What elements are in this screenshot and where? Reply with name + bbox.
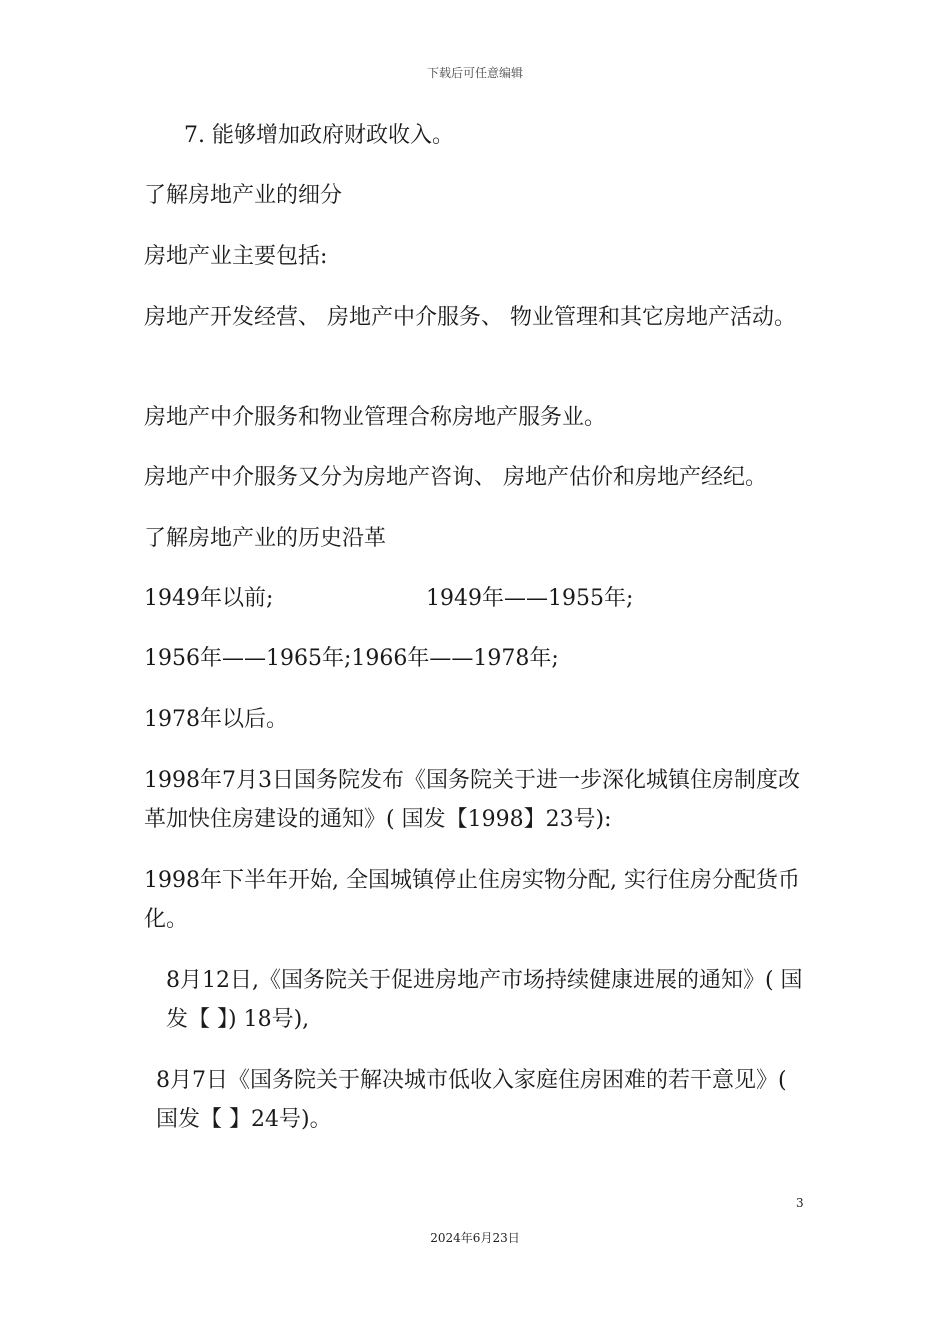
page-number: 3 [796, 1196, 804, 1210]
paragraph-service-industry: 房地产中介服务和物业管理合称房地产服务业。 [144, 405, 607, 430]
section-heading-history: 了解房地产业的历史沿革 [144, 526, 387, 551]
footer-date: 2024年6月23日 [430, 1231, 520, 1245]
paragraph-aug-7-opinion: 8月7日《国务院关于解决城市低收入家庭住房困难的若干意见》( 国发【 】24号)。 [156, 1068, 794, 1132]
paragraph-1998-monetization: 1998年下半年开始, 全国城镇停止住房实物分配, 实行住房分配货币化。 [144, 868, 800, 932]
period-1956-1978: 1956年——1965年;1966年——1978年; [144, 646, 559, 671]
paragraph-item-7: 7. 能够增加政府财政收入。 [184, 123, 454, 148]
paragraph-industry-list: 房地产开发经营、 房地产中介服务、 物业管理和其它房地产活动。 [144, 305, 796, 330]
paragraph-aug-12-notice: 8月12日,《国务院关于促进房地产市场持续健康进展的通知》( 国发【 】) 18号), [166, 968, 803, 1032]
period-after-1978: 1978年以后。 [144, 707, 288, 732]
page-header: 下载后可任意编辑 [426, 66, 523, 80]
paragraph-main-includes: 房地产业主要包括: [144, 244, 328, 269]
period-1949-1955: 1949年——1955年; [426, 586, 634, 611]
section-heading-subdivision: 了解房地产业的细分 [144, 183, 343, 208]
period-before-1949: 1949年以前; [144, 586, 274, 611]
paragraph-1998-notice: 1998年7月3日国务院发布《国务院关于进一步深化城镇住房制度改革加快住房建设的通知》( 国发【1998】23号): [144, 768, 800, 832]
paragraph-intermediary-types: 房地产中介服务又分为房地产咨询、 房地产估价和房地产经纪。 [144, 465, 767, 490]
